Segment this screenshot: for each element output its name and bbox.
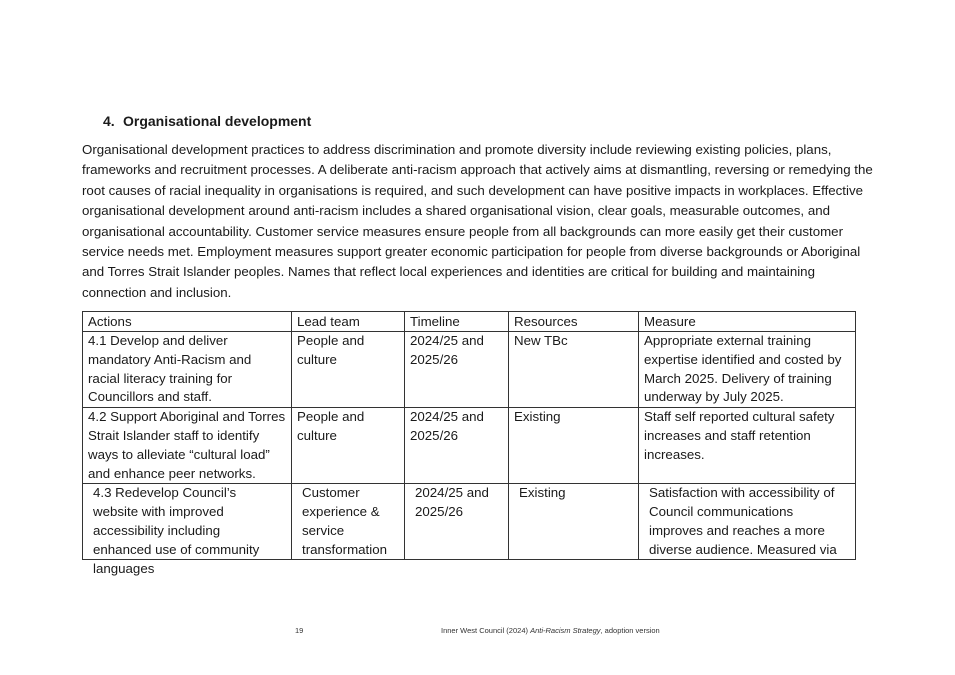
page-number: 19 <box>295 626 304 635</box>
cell-timeline: 2024/25 and 2025/26 <box>405 332 509 408</box>
cell-measure: Appropriate external training expertise identified and costed by March 2025. Delivery of training underway by July 2025. <box>639 332 856 408</box>
header-timeline: Timeline <box>405 312 509 332</box>
cell-timeline-text: 2024/25 and 2025/26 <box>415 485 489 520</box>
table-row <box>83 484 856 560</box>
cell-resources-text: Existing <box>519 485 566 501</box>
section-heading <box>103 113 311 129</box>
cell-action: 4.1 Develop and deliver mandatory Anti-Racism and racial literacy training for Councillors and staff. <box>83 332 292 408</box>
cell-timeline <box>405 484 509 560</box>
table-header-row <box>83 312 856 332</box>
cell-timeline: 2024/25 and 2025/26 <box>405 408 509 484</box>
cell-measure: Staff self reported cultural safety increases and staff retention increases. <box>639 408 856 484</box>
cell-action <box>83 484 292 576</box>
cell-lead-team <box>292 484 405 560</box>
cell-lead-team-text: Customer experience & service transformation <box>302 485 387 557</box>
cell-resources: New TBc <box>509 332 639 408</box>
doc-prefix: Inner West Council (2024) <box>441 626 531 635</box>
cell-action-text: 4.3 Redevelop Council’s website with improved accessibility including enhanced use of community languages <box>93 485 260 576</box>
intro-paragraph: Organisational development practices to address discrimination and promote diversity include reviewing existing policies, plans, frameworks and recruitment processes. A deliberate anti-racism approach that actively aims at dismantling, reversing or remedying the root causes of racial inequality in organisations is required, and such development can have positive impacts in workplaces. Effective organisational development around anti-racism includes a shared organisational vision, clear goals, measurable outcomes, and organisational accountability. Customer service measures ensure people from all backgrounds can more easily get their customer service needs met. Employment measures support greater economic participation for people from diverse backgrounds or Aboriginal and Torres Strait Islander peoples. Names that reflect local experiences and identities are critical for building and maintaining connection and inclusion. <box>82 142 873 300</box>
cell-measure <box>639 484 856 560</box>
header-actions: Actions <box>83 312 292 332</box>
cell-lead-team: People and culture <box>292 332 405 408</box>
header-resources: Resources <box>509 312 639 332</box>
table-row <box>83 332 856 408</box>
section-title: Organisational development <box>123 113 312 129</box>
doc-title: Anti-Racism Strategy <box>530 626 601 635</box>
actions-table <box>82 311 856 576</box>
cell-resources: Existing <box>509 408 639 484</box>
cell-resources <box>509 484 639 560</box>
header-lead-team: Lead team <box>292 312 405 332</box>
cell-lead-team: People and culture <box>292 408 405 484</box>
header-measure: Measure <box>639 312 856 332</box>
cell-measure-text: Satisfaction with accessibility of Council communications improves and reaches a more diverse audience. Measured via <box>649 485 837 557</box>
cell-action: 4.2 Support Aboriginal and Torres Strait Islander staff to identify ways to alleviate “cultural load” and enhance peer networks. <box>83 408 292 484</box>
table-row <box>83 408 856 484</box>
section-number: 4. <box>103 113 115 129</box>
document-reference <box>441 626 660 635</box>
doc-suffix: , adoption version <box>600 626 660 635</box>
